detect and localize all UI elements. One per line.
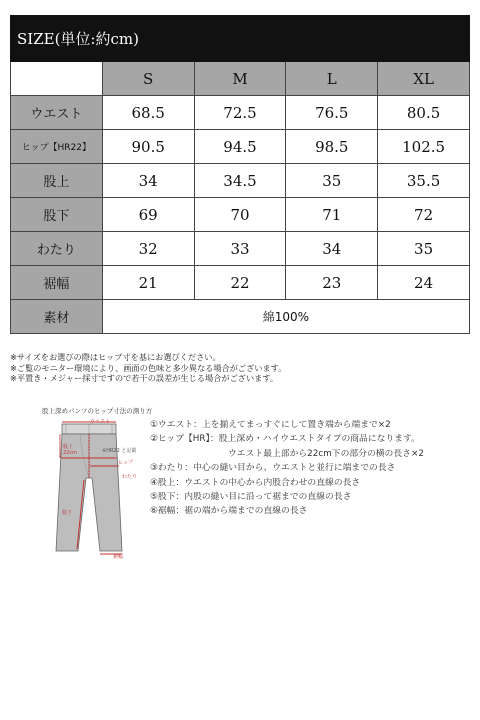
row-label: ヒップ【HR22】 [11, 130, 103, 164]
table-cell: 34 [286, 232, 378, 266]
table-cell: 32 [102, 232, 194, 266]
pant-label-hr-note: ※HR22 と記載 [102, 448, 137, 454]
table-cell: 71 [286, 198, 378, 232]
table-cell: 33 [194, 232, 286, 266]
table-cell: 90.5 [102, 130, 194, 164]
size-table [10, 15, 470, 334]
pant-label-hem: 裾幅 [113, 554, 124, 560]
note-line: ※平置き・メジャー採寸ですので若干の誤差が生じる場合がございます。 [10, 373, 279, 383]
measurement-hip-detail: ウエスト最上部から22cm下の部分の横の長さ×2 [228, 448, 424, 459]
table-cell: 22 [194, 266, 286, 300]
table-cell: 98.5 [286, 130, 378, 164]
material-value: 綿100% [102, 300, 469, 334]
row-label: わたり [11, 232, 103, 266]
size-label: S [102, 62, 194, 96]
measurement-guide [150, 418, 424, 519]
measurement-hem: ⑥裾幅：裾の端から端までの直線の長さ [150, 506, 308, 517]
row-label: ウエスト [11, 96, 103, 130]
table-cell: 94.5 [194, 130, 286, 164]
row-label: 裾幅 [11, 266, 103, 300]
table-cell: 72 [378, 198, 470, 232]
table-cell: 35 [378, 232, 470, 266]
table-cell: 80.5 [378, 96, 470, 130]
size-label: M [194, 62, 286, 96]
table-cell: 35.5 [378, 164, 470, 198]
pant-label-hip: ヒップ [118, 460, 133, 466]
guide-title: 股上深めパンツのヒップ寸法の測り方 [42, 407, 153, 415]
note-line: ※ご覧のモニター環境により、画面の色味と多少異なる場合がございます。 [10, 362, 287, 373]
table-row [11, 164, 470, 198]
table-row [11, 266, 470, 300]
row-label: 股下 [11, 198, 103, 232]
table-cell: 23 [286, 266, 378, 300]
table-cell: 70 [194, 198, 286, 232]
row-label: 股上 [11, 164, 103, 198]
table-row [11, 232, 470, 266]
pant-label-thigh: わたり [122, 474, 138, 480]
table-cell: 34.5 [194, 164, 286, 198]
corner-cell [11, 62, 103, 96]
size-labels-row [11, 62, 470, 96]
pants-diagram-icon [40, 416, 140, 566]
pant-label-22cm: 22cm [63, 450, 77, 456]
note-line: ※サイズをお選びの際はヒップ寸を基にお選びください。 [10, 352, 221, 362]
material-row [11, 300, 470, 334]
size-label: XL [378, 62, 470, 96]
table-cell: 35 [286, 164, 378, 198]
pant-label-waist: ウエスト [90, 419, 111, 425]
table-header-row [11, 16, 470, 62]
pant-label-rise: 股上 [63, 444, 74, 450]
size-notes [10, 352, 286, 384]
pant-label-inseam: 股下 [62, 510, 73, 516]
table-cell: 21 [102, 266, 194, 300]
table-cell: 102.5 [378, 130, 470, 164]
table-cell: 34 [102, 164, 194, 198]
header-blank-cell [378, 16, 470, 62]
table-cell: 72.5 [194, 96, 286, 130]
measurement-thigh: ③わたり：中心の縫い目から、ウエストと並行に端までの長さ [150, 463, 396, 474]
measurement-rise: ④股上：ウエストの中心から内股合わせの直線の長さ [150, 477, 361, 488]
table-cell: 68.5 [102, 96, 194, 130]
table-row [11, 198, 470, 232]
table-cell: 76.5 [286, 96, 378, 130]
material-label: 素材 [11, 300, 103, 334]
table-cell: 24 [378, 266, 470, 300]
table-row [11, 130, 470, 164]
table-cell: 69 [102, 198, 194, 232]
size-label: L [286, 62, 378, 96]
measurement-inseam: ⑤股下：内股の縫い目に沿って裾までの直線の長さ [150, 492, 352, 503]
measurement-waist: ①ウエスト：上を揃えてまっすぐにして置き端から端まで×2 [150, 420, 391, 430]
measurement-hip: ②ヒップ【HR】：股上深め・ハイウエストタイプの商品になります。 [150, 434, 420, 445]
size-table-title: SIZE(単位:約cm) [11, 16, 378, 62]
table-row [11, 96, 470, 130]
